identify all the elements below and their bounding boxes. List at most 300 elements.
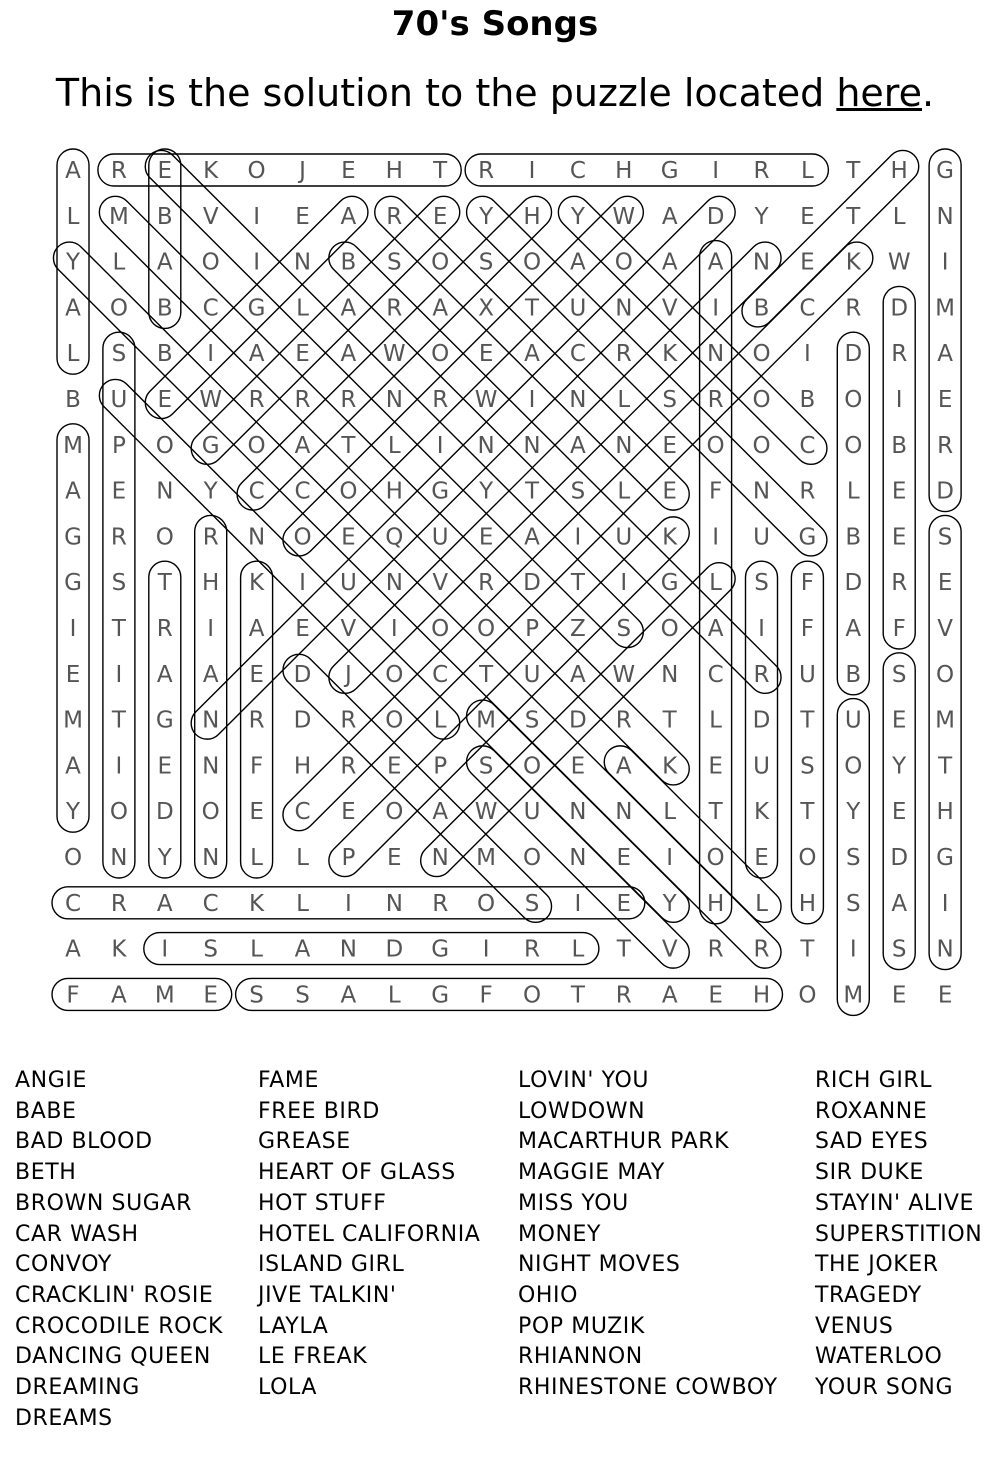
- word-list-item: TRAGEDY: [815, 1282, 922, 1308]
- grid-letter: A: [891, 890, 908, 917]
- grid-letter: G: [798, 524, 817, 551]
- answer-oval: [465, 154, 828, 186]
- grid-letter: N: [431, 845, 449, 871]
- grid-letter: M: [476, 845, 497, 871]
- grid-letter: O: [201, 249, 220, 276]
- grid-letter: N: [569, 799, 587, 826]
- grid-letter: D: [936, 478, 954, 505]
- grid-letter: Y: [846, 799, 861, 826]
- grid-letter: G: [936, 158, 955, 184]
- grid-letter: N: [569, 845, 587, 871]
- grid-letter: P: [525, 616, 539, 642]
- grid-letter: M: [63, 707, 83, 734]
- subtitle-period: .: [921, 71, 935, 115]
- grid-letter: F: [800, 570, 815, 597]
- grid-letter: P: [341, 845, 356, 871]
- grid-letter: L: [846, 478, 860, 505]
- word-list-item: STAYIN' ALIVE: [815, 1190, 975, 1216]
- grid-letter: A: [661, 982, 678, 1009]
- grid-letter: O: [522, 753, 542, 780]
- grid-letter: R: [110, 158, 127, 184]
- grid-letter: E: [570, 753, 586, 780]
- grid-letter: S: [937, 524, 953, 551]
- grid-letter: D: [890, 845, 909, 871]
- grid-letter: C: [248, 478, 265, 505]
- grid-letter: L: [296, 845, 309, 871]
- grid-letter: W: [382, 341, 406, 368]
- grid-letter: T: [479, 661, 494, 688]
- grid-letter: I: [115, 753, 123, 780]
- grid-letter: I: [620, 570, 628, 597]
- grid-letter: T: [662, 707, 677, 734]
- grid-letter: N: [936, 936, 954, 963]
- word-list-item: YOUR SONG: [815, 1375, 954, 1401]
- word-list-item: CONVOY: [15, 1252, 112, 1278]
- grid-letter: R: [937, 432, 954, 459]
- grid-letter: O: [752, 432, 771, 459]
- grid-letter: A: [340, 295, 357, 322]
- grid-letter: I: [253, 203, 260, 230]
- grid-letter: M: [154, 982, 175, 1009]
- grid-letter: O: [844, 432, 863, 459]
- grid-letter: I: [895, 387, 903, 413]
- grid-letter: I: [207, 341, 215, 368]
- grid-letter: A: [156, 249, 173, 276]
- word-list-item: POP MUZIK: [518, 1313, 645, 1339]
- grid-letter: B: [340, 249, 357, 276]
- grid-letter: B: [753, 295, 770, 322]
- word-list-column-4: [815, 1066, 982, 1404]
- grid-letter: O: [385, 799, 404, 826]
- grid-letter: K: [249, 890, 265, 917]
- grid-letter: T: [524, 295, 540, 322]
- word-list-item: BABE: [15, 1098, 77, 1124]
- grid-letter: E: [937, 387, 953, 413]
- word-list-item: JIVE TALKIN': [258, 1282, 397, 1308]
- grid-letter: M: [935, 295, 956, 322]
- grid-letter: S: [616, 616, 632, 642]
- word-list-item: LOWDOWN: [518, 1098, 646, 1124]
- grid-letter: G: [64, 570, 82, 597]
- grid-letter: D: [155, 799, 174, 826]
- word-list-item: GREASE: [258, 1129, 351, 1155]
- grid-letter: M: [843, 982, 864, 1009]
- grid-letter: N: [569, 387, 587, 413]
- grid-letter: F: [708, 478, 723, 505]
- word-list-item: THE JOKER: [815, 1252, 939, 1278]
- grid-letter: Y: [157, 845, 172, 871]
- grid-letter: X: [478, 295, 494, 322]
- grid-letter: R: [799, 478, 816, 505]
- grid-letter: R: [156, 616, 173, 642]
- grid-letter: F: [479, 982, 493, 1009]
- grid-letter: N: [385, 570, 403, 597]
- grid-letter: U: [753, 524, 770, 551]
- grid-letter: I: [115, 661, 123, 688]
- grid-letter: W: [612, 661, 636, 688]
- grid-letter: T: [111, 707, 126, 734]
- grid-letter: S: [111, 341, 127, 368]
- grid-letter: R: [432, 890, 449, 917]
- grid-letter: W: [474, 799, 498, 826]
- grid-letter: O: [155, 432, 174, 459]
- grid-letter: W: [199, 387, 223, 413]
- grid-letter: T: [846, 158, 861, 184]
- grid-letter: N: [202, 845, 220, 871]
- answer-oval: [103, 332, 135, 878]
- grid-letter: J: [299, 158, 306, 184]
- grid-letter: B: [156, 341, 173, 368]
- grid-letter: Y: [479, 203, 494, 230]
- grid-letter: N: [615, 799, 633, 826]
- grid-letter: R: [615, 707, 632, 734]
- grid-letter: H: [523, 203, 541, 230]
- grid-letter: E: [891, 707, 907, 734]
- grid-letter: E: [111, 478, 127, 505]
- word-list-item: SIR DUKE: [815, 1160, 924, 1186]
- word-list-item: LAYLA: [258, 1313, 329, 1339]
- word-list-item: BAD BLOOD: [15, 1129, 153, 1155]
- grid-letter: L: [892, 203, 906, 230]
- grid-letter: I: [849, 936, 857, 963]
- grid-letter: N: [202, 753, 220, 780]
- grid-letter: L: [387, 982, 401, 1009]
- word-list-item: MISS YOU: [518, 1190, 629, 1216]
- word-list-item: HOT STUFF: [258, 1190, 387, 1216]
- grid-letter: S: [891, 661, 907, 688]
- grid-letter: C: [799, 295, 816, 322]
- grid-letter: E: [295, 616, 310, 642]
- grid-letter: A: [248, 341, 265, 368]
- grid-letter: R: [753, 158, 770, 184]
- grid-letter: I: [207, 616, 215, 642]
- grid-letter: Y: [754, 203, 769, 230]
- word-list-item: ANGIE: [15, 1068, 87, 1093]
- grid-letter: P: [433, 753, 448, 780]
- grid-letter: I: [390, 616, 398, 642]
- grid-letter: Y: [479, 478, 494, 505]
- grid-letter: L: [66, 341, 80, 368]
- grid-letter: C: [202, 890, 219, 917]
- word-list-item: FAME: [258, 1068, 319, 1093]
- word-list-item: CAR WASH: [15, 1221, 139, 1247]
- grid-letter: D: [844, 341, 863, 368]
- grid-letter: R: [294, 387, 311, 413]
- grid-letter: R: [110, 524, 127, 551]
- grid-letter: O: [936, 661, 955, 688]
- grid-letter: I: [712, 295, 719, 322]
- word-list-item: WATERLOO: [815, 1344, 943, 1370]
- grid-letter: S: [111, 570, 127, 597]
- grid-letter: T: [433, 158, 448, 184]
- grid-letter: D: [752, 707, 771, 734]
- grid-letter: M: [108, 203, 129, 230]
- grid-letter: H: [706, 890, 725, 917]
- grid-letter: K: [111, 936, 127, 963]
- grid-letter: H: [798, 890, 817, 917]
- grid-letter: O: [431, 616, 450, 642]
- grid-letter: L: [800, 158, 814, 184]
- grid-letter: Y: [892, 753, 907, 780]
- grid-letter: S: [524, 707, 540, 734]
- grid-letter: O: [660, 616, 679, 642]
- grid-letter: O: [385, 661, 404, 688]
- word-list-item: DREAMS: [15, 1405, 113, 1431]
- grid-letter: K: [753, 799, 770, 826]
- grid-letter: C: [799, 432, 816, 459]
- grid-letter: L: [112, 249, 126, 276]
- grid-letter: U: [523, 661, 541, 688]
- grid-letter: C: [432, 661, 449, 688]
- grid-letter: D: [890, 295, 909, 322]
- grid-letter: A: [707, 249, 724, 276]
- grid-letter: L: [433, 707, 447, 734]
- grid-letter: S: [891, 936, 907, 963]
- grid-letter: I: [253, 249, 260, 276]
- grid-letter: E: [387, 845, 402, 871]
- grid-letter: L: [250, 936, 264, 963]
- answer-oval: [552, 190, 834, 471]
- grid-letter: A: [570, 432, 586, 459]
- grid-letter: E: [662, 478, 677, 505]
- grid-letter: I: [69, 616, 77, 642]
- grid-letter: I: [161, 936, 169, 963]
- grid-letter: N: [936, 203, 954, 230]
- grid-letter: C: [64, 890, 82, 917]
- answer-ovals: [47, 144, 961, 1016]
- grid-letter: B: [799, 387, 816, 413]
- grid-letter: O: [798, 982, 817, 1009]
- grid-letter: I: [299, 570, 306, 597]
- grid-letter: S: [662, 387, 678, 413]
- grid-letter: K: [662, 341, 678, 368]
- grid-letter: S: [845, 890, 861, 917]
- word-list-item: RHIANNON: [518, 1344, 643, 1370]
- grid-letter: I: [804, 341, 811, 368]
- grid-letter: K: [249, 570, 265, 597]
- grid-letter: R: [386, 203, 403, 230]
- grid-letter: S: [386, 249, 402, 276]
- grid-letter: O: [339, 478, 358, 505]
- word-list-item: FREE BIRD: [258, 1098, 380, 1124]
- grid-letter: A: [570, 661, 586, 688]
- grid-letter: V: [202, 203, 219, 230]
- grid-letter: L: [663, 799, 677, 826]
- grid-letter: O: [706, 432, 725, 459]
- grid-letter: L: [617, 478, 631, 505]
- grid-letter: A: [845, 616, 862, 642]
- grid-letter: G: [660, 570, 679, 597]
- grid-letter: R: [248, 387, 265, 413]
- grid-letter: K: [662, 524, 678, 551]
- grid-letter: B: [845, 524, 862, 551]
- grid-letter: C: [707, 661, 724, 688]
- grid-letter: O: [844, 387, 863, 413]
- grid-letter: O: [63, 845, 83, 871]
- word-list-item: CRACKLIN' ROSIE: [15, 1282, 214, 1308]
- grid-letter: S: [754, 570, 769, 597]
- grid-letter: A: [65, 753, 81, 780]
- grid-letter: R: [845, 295, 862, 322]
- grid-letter: Y: [203, 478, 218, 505]
- grid-letter: T: [570, 570, 585, 597]
- word-list-item: SUPERSTITION: [815, 1221, 983, 1247]
- grid-letter: Y: [662, 890, 677, 917]
- grid-letter: M: [63, 432, 83, 459]
- grid-letter: Z: [570, 616, 586, 642]
- answer-oval: [460, 190, 834, 563]
- grid-letter: N: [706, 341, 725, 368]
- grid-letter: B: [156, 203, 173, 230]
- grid-letter: S: [845, 845, 861, 871]
- grid-letter: H: [936, 799, 954, 826]
- grid-letter: I: [941, 890, 949, 917]
- grid-letter: O: [798, 845, 817, 871]
- grid-letter: A: [156, 890, 173, 917]
- grid-letter: F: [800, 616, 815, 642]
- grid-letter: A: [661, 203, 678, 230]
- grid-letter: G: [431, 982, 450, 1009]
- grid-letter: B: [891, 432, 908, 459]
- word-list-item: HOTEL CALIFORNIA: [258, 1221, 481, 1247]
- word-list-item: OHIO: [518, 1282, 579, 1308]
- grid-letter: H: [615, 158, 633, 184]
- grid-letter: E: [478, 341, 494, 368]
- grid-letter: R: [386, 295, 403, 322]
- grid-letter: A: [524, 524, 540, 551]
- grid-letter: T: [524, 478, 540, 505]
- grid-letter: A: [524, 341, 540, 368]
- grid-letter: B: [845, 661, 862, 688]
- grid-letter: L: [755, 890, 768, 917]
- grid-letter: G: [64, 524, 82, 551]
- grid-letter: O: [247, 158, 266, 184]
- grid-letter: S: [203, 936, 219, 963]
- grid-letter: E: [387, 753, 402, 780]
- grid-letter: R: [340, 707, 357, 734]
- grid-letter: G: [431, 936, 450, 963]
- grid-letter: E: [891, 982, 907, 1009]
- grid-letter: D: [523, 570, 541, 597]
- grid-letter: E: [662, 432, 677, 459]
- grid-letter: E: [616, 845, 632, 871]
- grid-letter: O: [477, 890, 496, 917]
- grid-letter: G: [247, 295, 266, 322]
- word-list-item: MAGGIE MAY: [518, 1160, 665, 1186]
- grid-letter: T: [616, 936, 631, 963]
- grid-letter: E: [616, 890, 632, 917]
- grid-letter: I: [712, 524, 719, 551]
- grid-letter: E: [295, 203, 310, 230]
- grid-letter: T: [800, 707, 815, 734]
- grid-letter: N: [385, 387, 403, 413]
- grid-letter: O: [522, 982, 542, 1009]
- grid-letter: V: [661, 936, 678, 963]
- grid-letter: J: [345, 661, 352, 688]
- grid-letter: E: [754, 845, 769, 871]
- grid-letter: L: [250, 845, 264, 871]
- grid-letter: H: [293, 753, 312, 780]
- grid-letter: T: [800, 936, 815, 963]
- grid-letter: O: [844, 753, 863, 780]
- grid-letter: L: [709, 707, 723, 734]
- grid-letter: A: [661, 249, 678, 276]
- grid-letter: H: [385, 478, 403, 505]
- grid-letter: K: [662, 753, 678, 780]
- grid-letter: E: [891, 524, 907, 551]
- grid-letter: S: [800, 753, 815, 780]
- grid-letter: S: [249, 982, 264, 1009]
- grid-letter: H: [890, 158, 908, 184]
- grid-letter: A: [340, 203, 357, 230]
- grid-letter: R: [891, 341, 908, 368]
- grid-letter: G: [936, 845, 955, 871]
- grid-letter: U: [798, 661, 816, 688]
- word-list-item: NIGHT MOVES: [518, 1252, 681, 1278]
- grid-letter: I: [528, 158, 536, 184]
- grid-letter: U: [844, 707, 862, 734]
- here-link[interactable]: here: [836, 71, 922, 115]
- grid-letter: A: [340, 341, 357, 368]
- grid-letter: O: [109, 295, 128, 322]
- grid-letter: C: [294, 478, 311, 505]
- grid-letter: O: [431, 341, 450, 368]
- answer-oval: [236, 978, 783, 1010]
- word-list-column-3: [518, 1066, 778, 1404]
- grid-letter: V: [937, 616, 953, 642]
- grid-letter: A: [65, 295, 81, 322]
- word-list-item: DREAMING: [15, 1375, 140, 1401]
- grid-letter: T: [341, 432, 356, 459]
- grid-letter: E: [800, 249, 815, 276]
- grid-letter: M: [935, 707, 956, 734]
- word-list-item: LOVIN' YOU: [518, 1068, 650, 1093]
- grid-letter: O: [201, 799, 220, 826]
- grid-letter: V: [432, 570, 449, 597]
- word-list-item: VENUS: [815, 1313, 894, 1339]
- word-list-item: ROXANNE: [815, 1098, 928, 1124]
- grid-letter: O: [385, 707, 404, 734]
- answer-oval: [276, 190, 650, 563]
- grid-letter: N: [615, 432, 633, 459]
- grid-letter: I: [436, 432, 444, 459]
- grid-letter: C: [569, 158, 586, 184]
- grid-letter: O: [752, 387, 771, 413]
- grid-letter: A: [294, 432, 311, 459]
- grid-letter: I: [712, 158, 719, 184]
- grid-letter: U: [615, 524, 633, 551]
- grid-letter: I: [345, 890, 352, 917]
- grid-letter: G: [201, 432, 220, 459]
- answer-oval: [322, 510, 696, 883]
- grid-letter: I: [666, 845, 674, 871]
- grid-letter: R: [248, 707, 265, 734]
- grid-letter: R: [891, 570, 908, 597]
- grid-letter: O: [706, 845, 725, 871]
- grid-letter: O: [247, 432, 266, 459]
- grid-letter: K: [845, 249, 861, 276]
- grid-letter: N: [339, 936, 358, 963]
- grid-letter: C: [202, 295, 219, 322]
- grid-letter: E: [249, 661, 264, 688]
- grid-letter: S: [295, 982, 310, 1009]
- grid-letter: E: [157, 387, 173, 413]
- grid-letter: L: [387, 432, 401, 459]
- grid-letter: A: [65, 158, 81, 184]
- grid-letter: R: [753, 661, 770, 688]
- grid-letter: D: [385, 936, 404, 963]
- grid-letter: R: [615, 341, 632, 368]
